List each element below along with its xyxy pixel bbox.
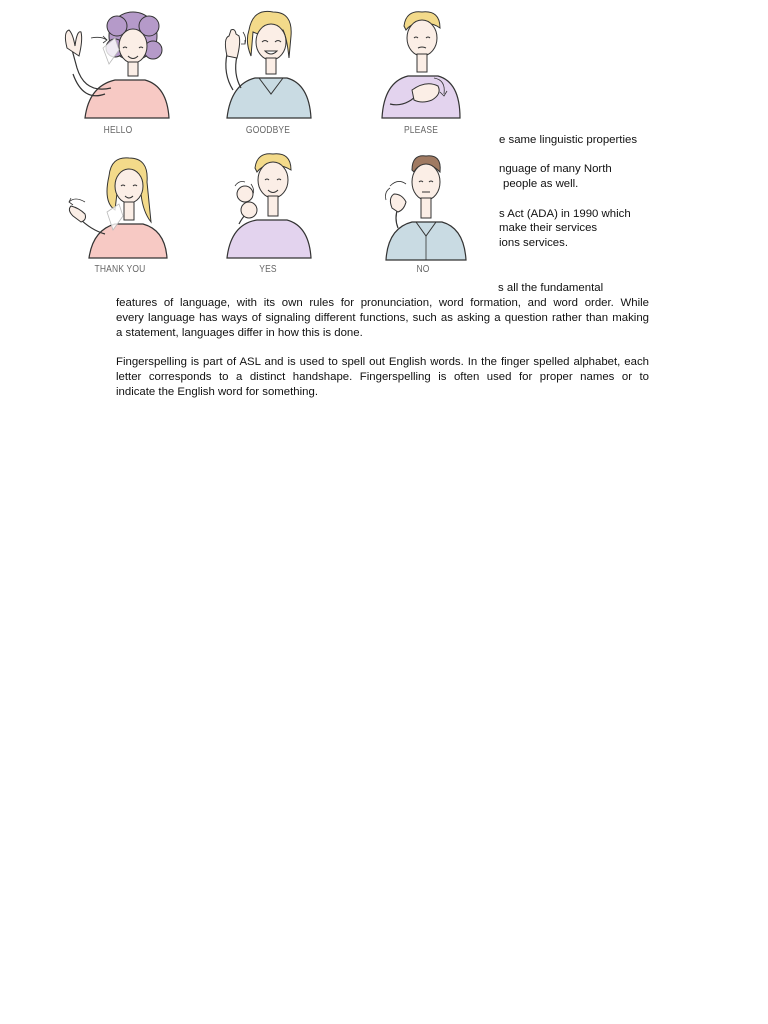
text-fragment-services: make their services (499, 222, 598, 234)
sign-no-figure (346, 150, 496, 290)
sign-thank-you-figure (45, 150, 195, 290)
sign-hello-label: HELLO (103, 125, 133, 136)
sign-please-figure (346, 8, 496, 148)
sign-goodbye-figure (195, 8, 345, 148)
text-fragment-linguistic: e same linguistic properties (499, 134, 638, 146)
paragraph-line: every language has ways of signaling different functions, such as asking a question rather than making (116, 312, 649, 324)
asl-signs-illustration (30, 0, 496, 290)
text-fragment-north: nguage of many North (499, 163, 612, 175)
sign-no-label: NO (416, 264, 430, 275)
text-fragment-relay: ions services. (499, 237, 569, 249)
paragraph-line: Fingerspelling is part of ASL and is used to spell out English words. In the finger spelled alphabet, each (116, 356, 649, 368)
paragraph-fingerspelling (116, 355, 649, 400)
paragraph-line: features of language, with its own rules for pronunciation, word formation, and word order. While (116, 297, 649, 309)
paragraph-language-features (116, 281, 649, 341)
text-fragment-ada: s Act (ADA) in 1990 which (499, 208, 631, 220)
paragraph-line: a statement, languages differ in how this is done. (116, 327, 363, 339)
sign-please-label: PLEASE (403, 125, 439, 136)
sign-yes-figure (195, 150, 345, 290)
text-fragment-people: people as well. (503, 178, 579, 190)
paragraph-line: indicate the English word for something. (116, 386, 318, 398)
sign-yes-label: YES (259, 264, 277, 275)
paragraph-line: s all the fundamental (498, 282, 604, 294)
sign-hello-figure (45, 8, 195, 148)
paragraph-line: letter corresponds to a distinct handshape. Fingerspelling is often used for proper names or to (116, 371, 649, 383)
sign-thank-you-label: THANK YOU (94, 264, 146, 275)
sign-goodbye-label: GOODBYE (245, 125, 291, 136)
